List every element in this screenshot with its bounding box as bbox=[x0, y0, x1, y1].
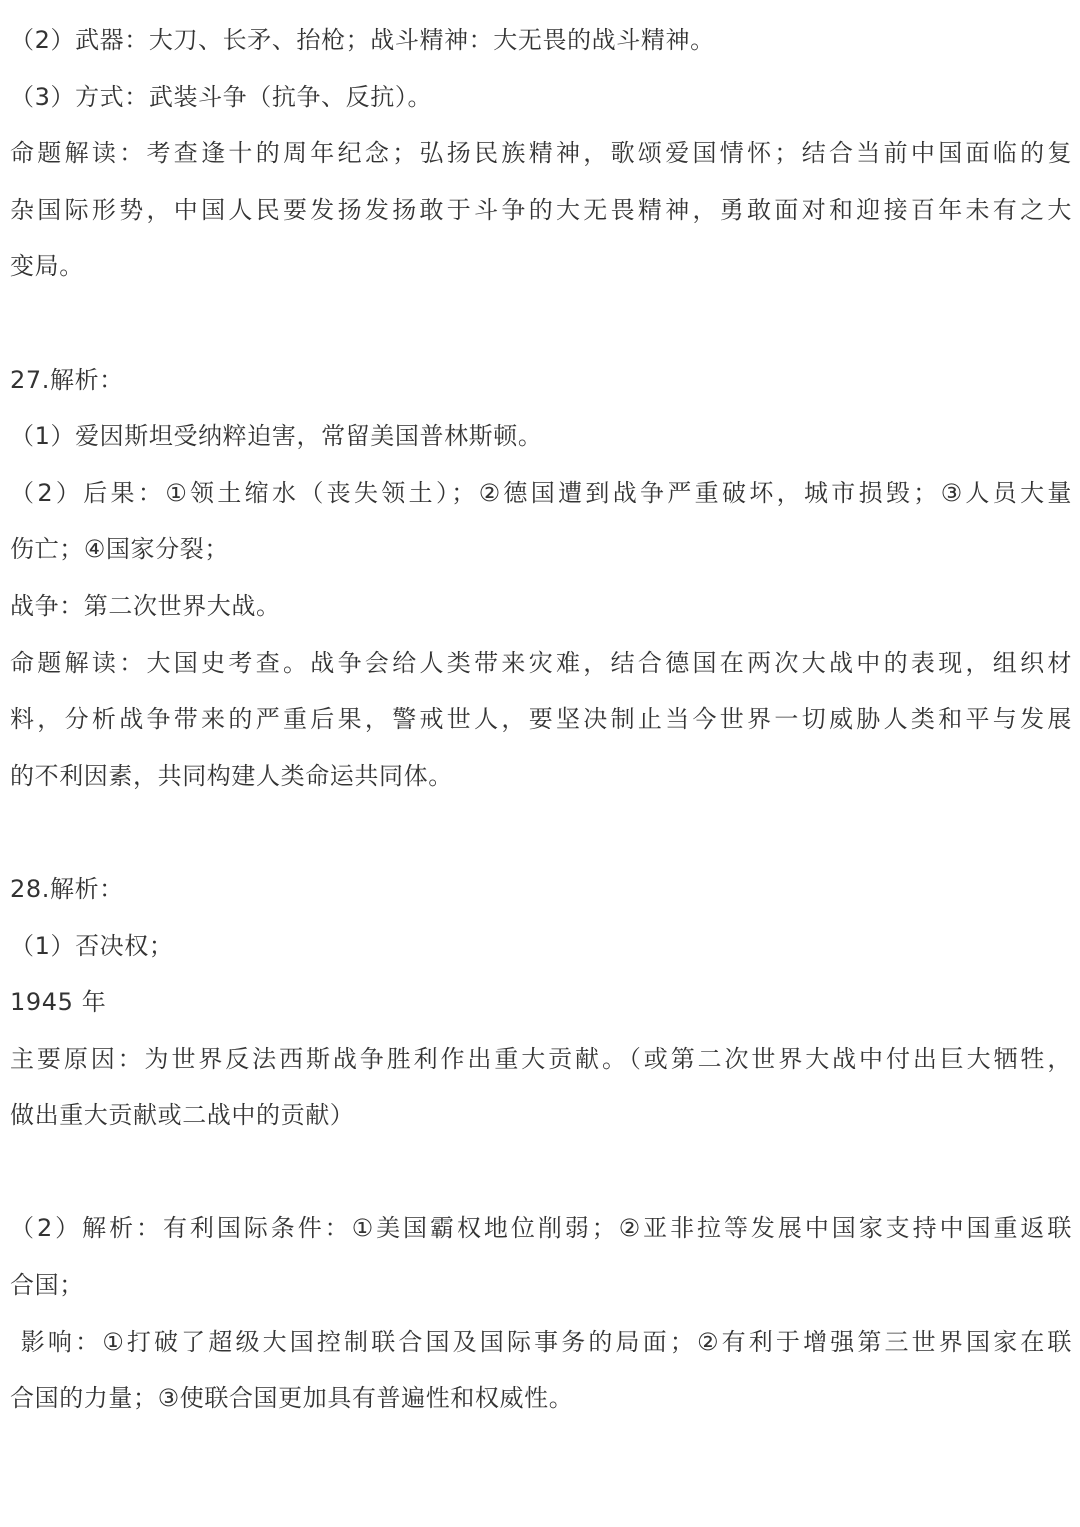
text-line-19: 主要原因：为世界反法西斯战争胜利作出重大贡献。（或第二次世界大战中付出巨大牺牲， bbox=[10, 1044, 1072, 1073]
text-line-18: 1945 年 bbox=[10, 988, 107, 1017]
text-line-17: （1）否决权； bbox=[10, 931, 174, 960]
text-line-23: 合国； bbox=[10, 1271, 84, 1300]
blank-line bbox=[10, 295, 1072, 352]
text-line-14: 的不利因素，共同构建人类命运共同体。 bbox=[10, 761, 453, 790]
text-line-10: 伤亡；④国家分裂； bbox=[10, 535, 229, 564]
text-line-12: 命题解读：大国史考查。战争会给人类带来灾难，结合德国在两次大战中的表现，组织材 bbox=[10, 648, 1072, 677]
text-line-13: 料，分析战争带来的严重后果，警戒世人，要坚决制止当今世界一切威胁人类和平与发展 bbox=[10, 705, 1072, 734]
text-line-25: 合国的力量；③使联合国更加具有普遍性和权威性。 bbox=[10, 1384, 574, 1413]
text-line-1: （2）武器：大刀、长矛、抬枪；战斗精神：大无畏的战斗精神。 bbox=[10, 26, 715, 54]
text-line-4: 杂国际形势，中国人民要发扬发扬敢于斗争的大无畏精神，勇敢面对和迎接百年未有之大 bbox=[10, 195, 1072, 224]
text-line-2: （3）方式：武装斗争（抗争、反抗）。 bbox=[10, 82, 433, 111]
section-heading-28: 28.解析： bbox=[10, 874, 124, 903]
section-heading-27: 27.解析： bbox=[10, 365, 124, 394]
text-line-11: 战争：第二次世界大战。 bbox=[10, 591, 281, 620]
text-line-3: 命题解读：考查逢十的周年纪念；弘扬民族精神，歌颂爱国情怀；结合当前中国面临的复 bbox=[10, 139, 1072, 168]
text-line-8: （1）爱因斯坦受纳粹迫害，常留美国普林斯顿。 bbox=[10, 422, 543, 451]
text-line-24: 影响：①打破了超级大国控制联合国及国际事务的局面；②有利于增强第三世界国家在联 bbox=[10, 1327, 1072, 1356]
blank-line bbox=[10, 804, 1072, 861]
answer-document bbox=[10, 12, 1072, 1427]
text-line-5: 变局。 bbox=[10, 252, 84, 281]
blank-line bbox=[10, 1144, 1072, 1201]
text-line-20: 做出重大贡献或二战中的贡献） bbox=[10, 1101, 355, 1130]
text-line-9: （2）后果：①领土缩水（丧失领土）；②德国遭到战争严重破坏，城市损毁；③人员大量 bbox=[10, 478, 1072, 507]
text-line-22: （2）解析：有利国际条件：①美国霸权地位削弱；②亚非拉等发展中国家支持中国重返联 bbox=[10, 1214, 1072, 1243]
